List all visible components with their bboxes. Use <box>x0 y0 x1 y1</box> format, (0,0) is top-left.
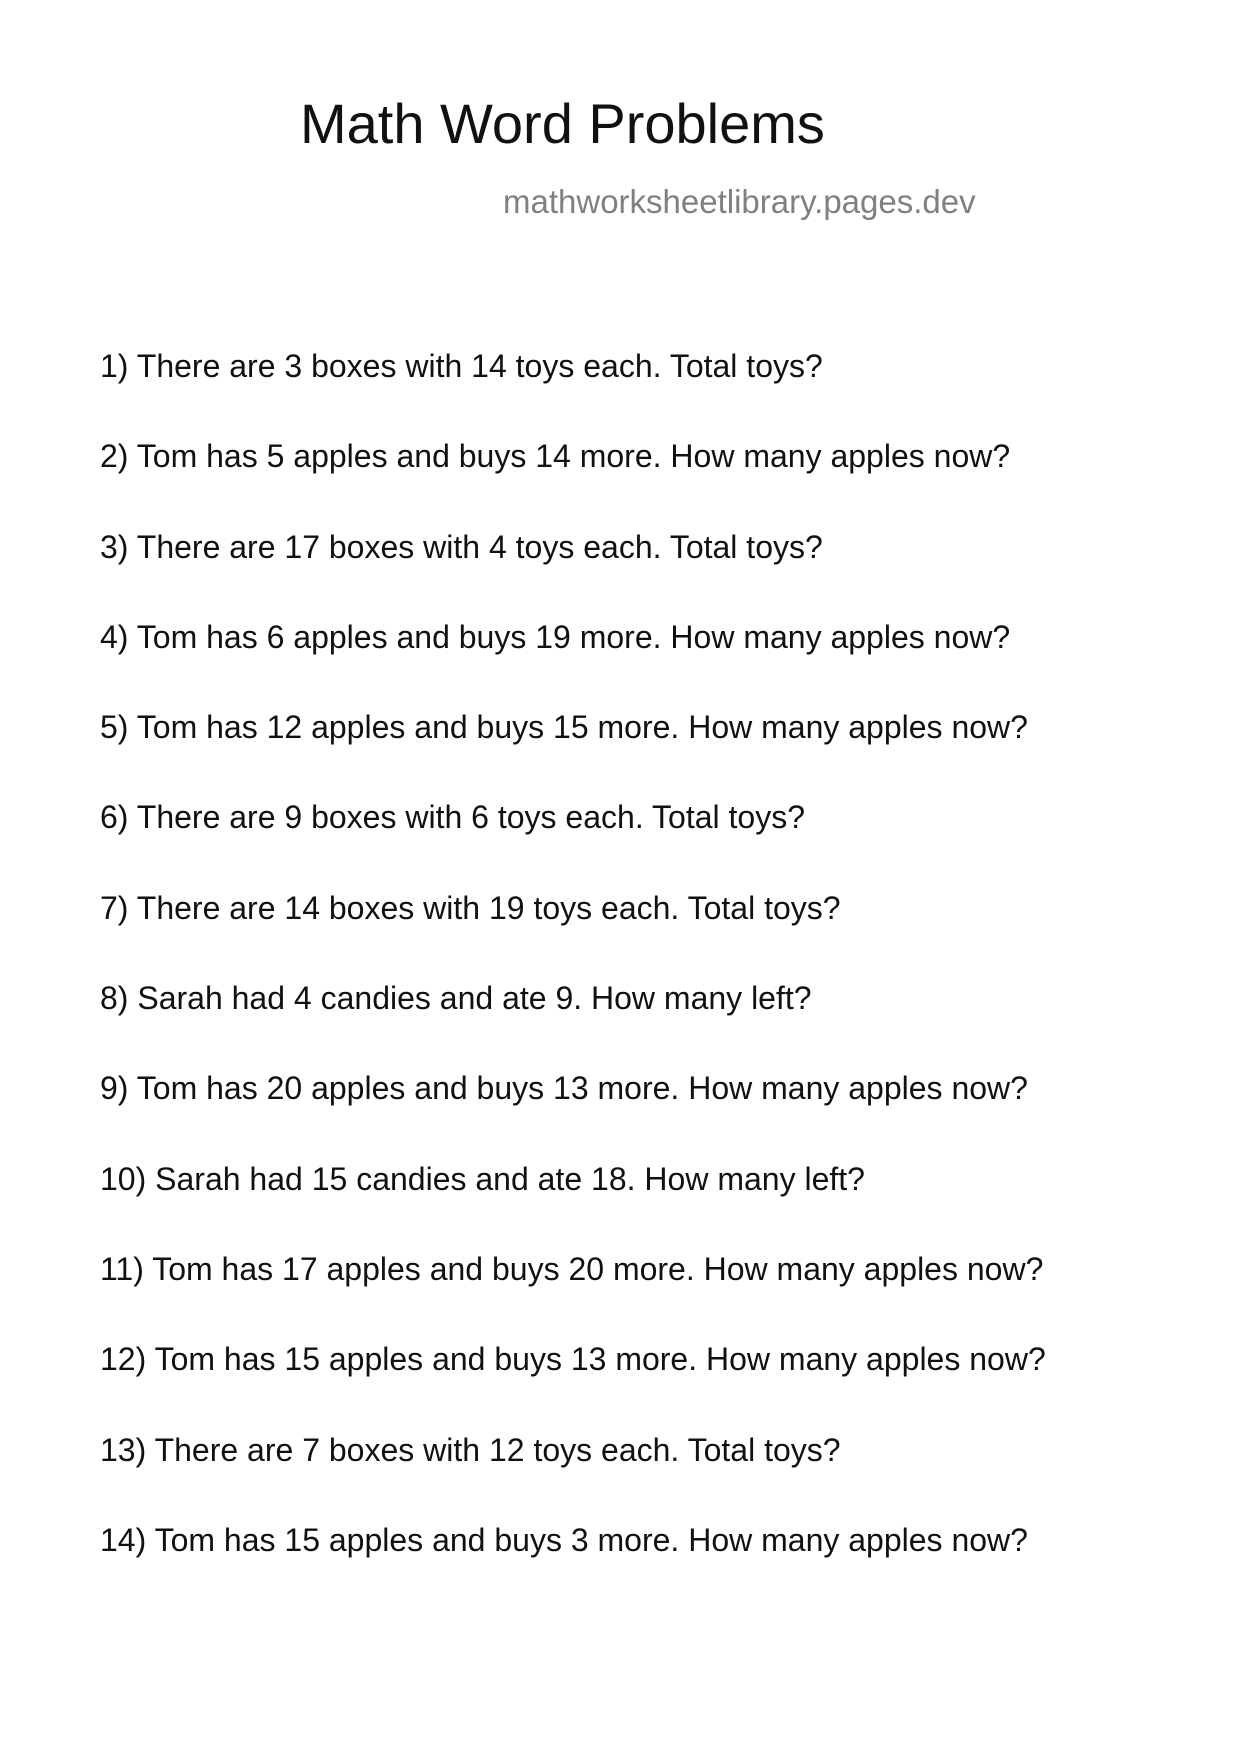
problem-item: 10) Sarah had 15 candies and ate 18. How many left? <box>100 1160 865 1197</box>
problem-item: 9) Tom has 20 apples and buys 13 more. How many apples now? <box>100 1070 1028 1107</box>
page-title: Math Word Problems <box>300 92 825 155</box>
problem-item: 12) Tom has 15 apples and buys 13 more. How many apples now? <box>100 1341 1046 1378</box>
problem-item: 13) There are 7 boxes with 12 toys each. Total toys? <box>100 1431 841 1468</box>
problem-item: 8) Sarah had 4 candies and ate 9. How many left? <box>100 980 812 1017</box>
problem-item: 2) Tom has 5 apples and buys 14 more. How many apples now? <box>100 438 1011 475</box>
problem-list <box>100 350 1046 1614</box>
problem-item: 7) There are 14 boxes with 19 toys each. Total toys? <box>100 889 841 926</box>
problem-item: 4) Tom has 6 apples and buys 19 more. How many apples now? <box>100 618 1011 655</box>
problem-item: 14) Tom has 15 apples and buys 3 more. How many apples now? <box>100 1521 1028 1558</box>
problem-item: 11) Tom has 17 apples and buys 20 more. How many apples now? <box>100 1250 1044 1287</box>
source-label: mathworksheetlibrary.pages.dev <box>503 183 976 220</box>
problem-item: 1) There are 3 boxes with 14 toys each. Total toys? <box>100 348 823 384</box>
problem-item: 6) There are 9 boxes with 6 toys each. Total toys? <box>100 799 805 836</box>
problem-item: 5) Tom has 12 apples and buys 15 more. How many apples now? <box>100 709 1028 746</box>
problem-item: 3) There are 17 boxes with 4 toys each. Total toys? <box>100 528 823 565</box>
